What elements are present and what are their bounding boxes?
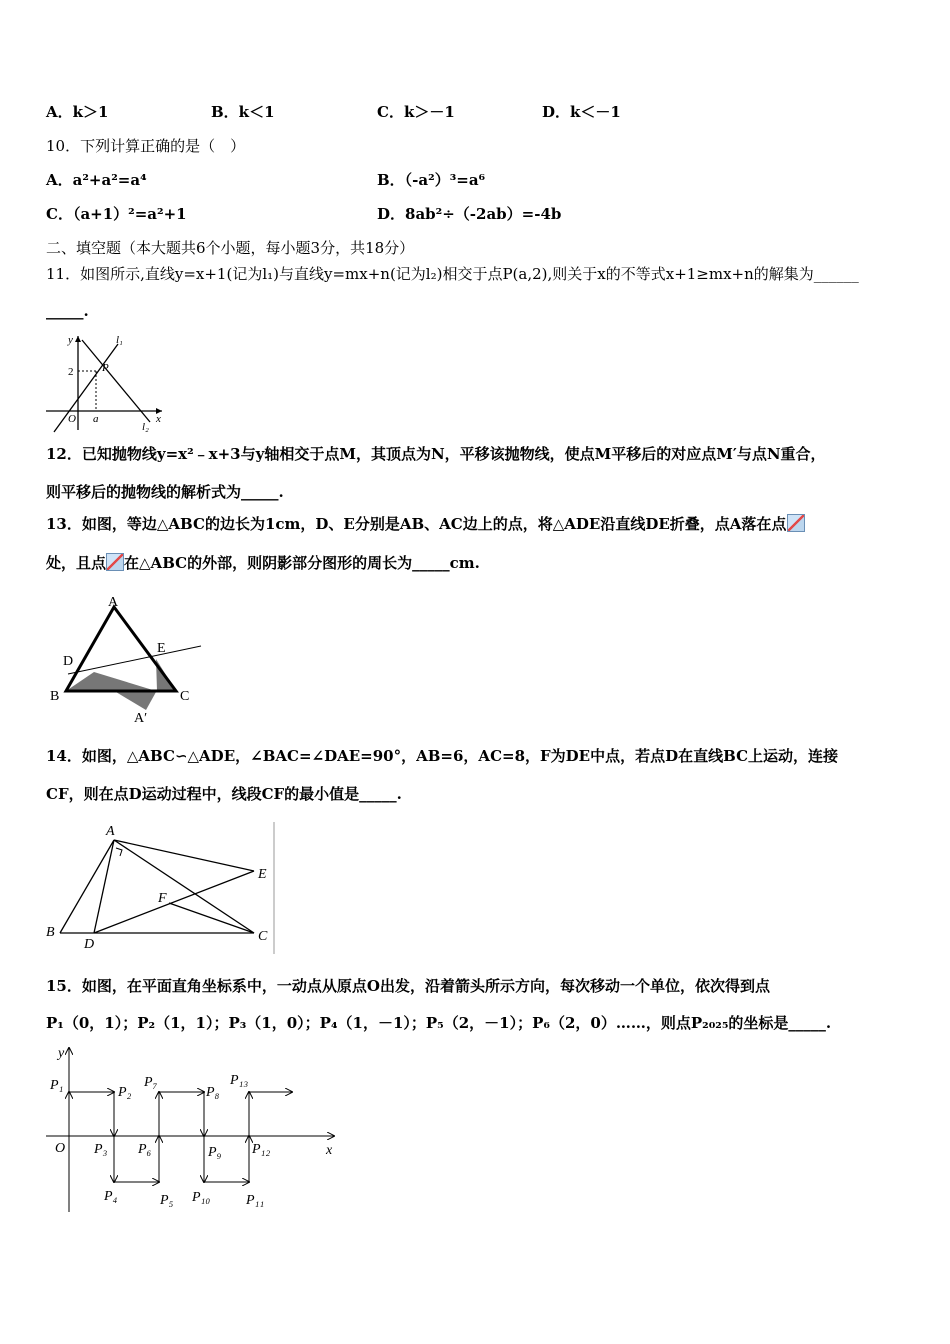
q14-label-b: B [46,925,55,940]
q14-text-line2: CF，则在点D运动过程中，线段CF的最小值是_____. [46,785,402,803]
q15-p12: P₁₂ [252,1142,271,1157]
q15-x-label: x [326,1143,333,1158]
q13-label-c: C [180,689,190,704]
q15-p5: P₅ [160,1193,174,1208]
q14-label-a: A [106,824,115,839]
q11-y-label: y [68,334,73,346]
q14-label-f: F [158,891,167,906]
q11-x-label: x [156,413,161,425]
q15-figure [44,1044,344,1216]
q13-line2a: 处，且点 [46,554,107,572]
q15-y-label: y [58,1046,65,1061]
q11-p-label: P [102,362,109,374]
q13-text-line1 [46,514,805,534]
q10-option-c: C．（a+1）²=a²+1 [46,205,187,223]
q13-label-a: A [108,595,119,610]
missing-image-icon [787,514,805,532]
q13-text-line2 [46,553,480,573]
q11-l1-label: l₁ [116,334,123,346]
section-heading: 二、填空题（本大题共6个小题，每小题3分，共18分） [46,239,415,257]
q15-p2: P₂ [118,1085,132,1100]
q12-text-line1: 12．已知抛物线y=x²﹣x+3与y轴相交于点M，其顶点为N，平移该抛物线，使点M平移后的对应点M′与点N重合， [46,445,826,463]
q12-text-line2: 则平移后的抛物线的解析式为_____. [46,483,284,501]
q10-option-a: A．a²+a²=a⁴ [46,171,147,189]
q13-label-a-prime: A′ [134,711,148,726]
q14-label-d: D [84,937,95,952]
q13-label-d: D [63,654,74,669]
q11-origin-label: O [68,413,76,425]
q15-p1: P₁ [50,1078,64,1093]
q9-option-d: D．k＜－1 [542,103,621,121]
q15-text-line1: 15．如图，在平面直角坐标系中，一动点从原点O出发，沿着箭头所示方向，每次移动一个单位，依次得到点 [46,977,770,995]
q13-line2b: 在△ABC的外部，则阴影部分图形的周长为_____cm. [124,554,480,572]
q15-p8: P₈ [206,1085,220,1100]
q13-label-e: E [157,641,166,656]
q15-p10: P₁₀ [192,1190,211,1205]
q11-l2-label: l₂ [142,421,149,433]
q13-figure [46,592,206,728]
q14-label-e: E [258,867,267,882]
q15-text-line2: P₁（0，1）；P₂（1，1）；P₃（1，0）；P₄（1，－1）；P₅（2，－1）；P₆（2，0）……，则点P₂₀₂₅的坐标是_____. [46,1014,832,1032]
q14-figure [44,822,276,954]
q15-p3: P₃ [94,1142,108,1157]
q15-p13: P₁₃ [230,1073,249,1088]
q15-p4: P₄ [104,1189,118,1204]
q11-a-label: a [93,413,99,425]
q15-p11: P₁₁ [246,1193,265,1208]
q15-p7: P₇ [144,1075,158,1090]
q15-p9: P₉ [208,1145,222,1160]
q11-text-line2: _____. [46,302,89,320]
q10-stem: 10．下列计算正确的是（ ） [46,137,246,155]
q11-two-label: 2 [68,366,74,378]
q14-text-line1: 14．如图，△ABC∽△ADE，∠BAC=∠DAE=90°，AB=6，AC=8，F为DE中点，若点D在直线BC上运动，连接 [46,747,839,765]
q13-line1-text: 13．如图，等边△ABC的边长为1cm，D、E分别是AB、AC边上的点，将△ADE沿直线DE折叠，点A落在点 [46,515,787,533]
q11-figure [44,330,174,434]
q9-option-b: B．k＜1 [211,103,275,121]
q9-option-a: A．k＞1 [46,103,109,121]
missing-image-icon [106,553,124,571]
q15-origin-label: O [55,1141,66,1156]
q10-option-d: D．8ab²÷（-2ab）=-4b [377,205,562,223]
q10-option-b: B．（-a²）³=a⁶ [377,171,486,189]
q15-p6: P₆ [138,1142,152,1157]
q14-label-c: C [258,929,268,944]
q9-option-c: C．k＞－1 [377,103,455,121]
q13-label-b: B [50,689,60,704]
q11-text-line1: 11．如图所示,直线y=x+1(记为l₁)与直线y=mx+n(记为l₂)相交于点P(a,2),则关于x的不等式x+1≥mx+n的解集为______ [46,265,859,283]
